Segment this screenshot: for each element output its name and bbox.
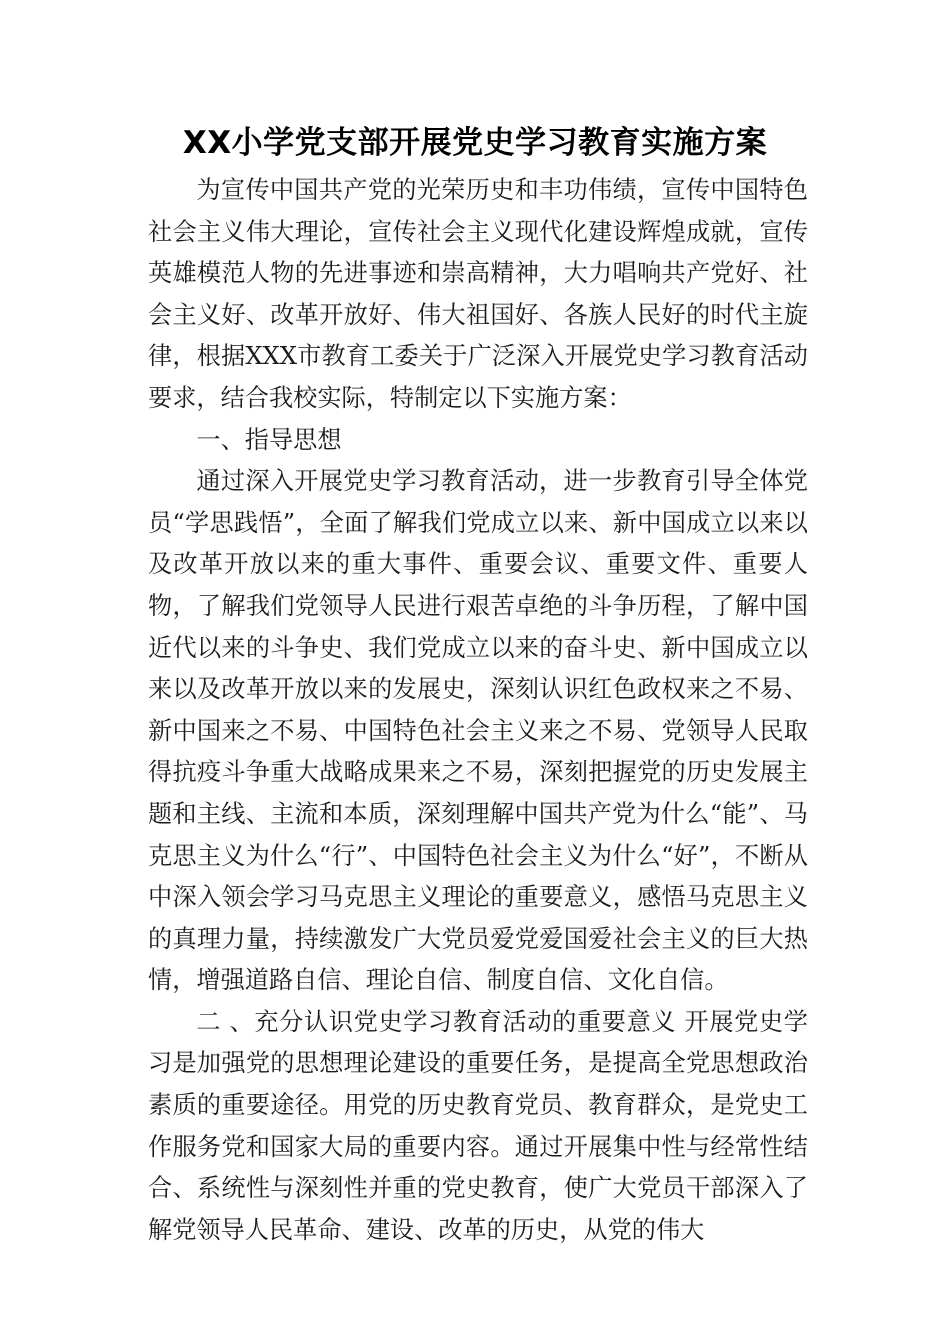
paragraph-significance: 二 、充分认识党史学习教育活动的重要意义 开展党史学习是加强党的思想理论建设的重要任务，是提高全党思想政治素质的重要途径。用党的历史教育党员、教育群众，是党史工作服务党和国家大局的重要内容。通过开展集中性与经常性结合、系统性与深刻性并重的党史教育，使广大党员干部深入了解党领导人民革命、建设、改革的历史，从党的伟大: [148, 1007, 808, 1244]
section-heading-guiding-ideology: 一、指导思想: [196, 425, 342, 454]
document-body: [148, 170, 808, 1251]
document-title: XX小学党支部开展党史学习教育实施方案: [182, 125, 768, 161]
paragraph-guiding-ideology: 通过深入开展党史学习教育活动，进一步教育引导全体党员“学思践悟”，全面了解我们党成立以来、新中国成立以来以及改革开放以来的重大事件、重要会议、重要文件、重要人物，了解我们党领导人民进行艰苦卓绝的斗争历程，了解中国近代以来的斗争史、我们党成立以来的奋斗史、新中国成立以来以及改革开放以来的发展史，深刻认识红色政权来之不易、新中国来之不易、中国特色社会主义来之不易、党领导人民取得抗疫斗争重大战略成果来之不易，深刻把握党的历史发展主题和主线、主流和本质，深刻理解中国共产党为什么“能”、马克思主义为什么“行”、中国特色社会主义为什么“好”，不断从中深入领会学习马克思主义理论的重要意义，感悟马克思主义的真理力量，持续激发广大党员爱党爱国爱社会主义的巨大热情，增强道路自信、理论自信、制度自信、文化自信。: [148, 467, 808, 995]
paragraph-intro: 为宣传中国共产党的光荣历史和丰功伟绩，宣传中国特色社会主义伟大理论，宣传社会主义现代化建设辉煌成就，宣传英雄模范人物的先进事迹和崇高精神，大力唱响共产党好、社会主义好、改革开放好、伟大祖国好、各族人民好的时代主旋律，根据XXX市教育工委关于广泛深入开展党史学习教育活动要求，结合我校实际，特制定以下实施方案：: [148, 176, 808, 412]
